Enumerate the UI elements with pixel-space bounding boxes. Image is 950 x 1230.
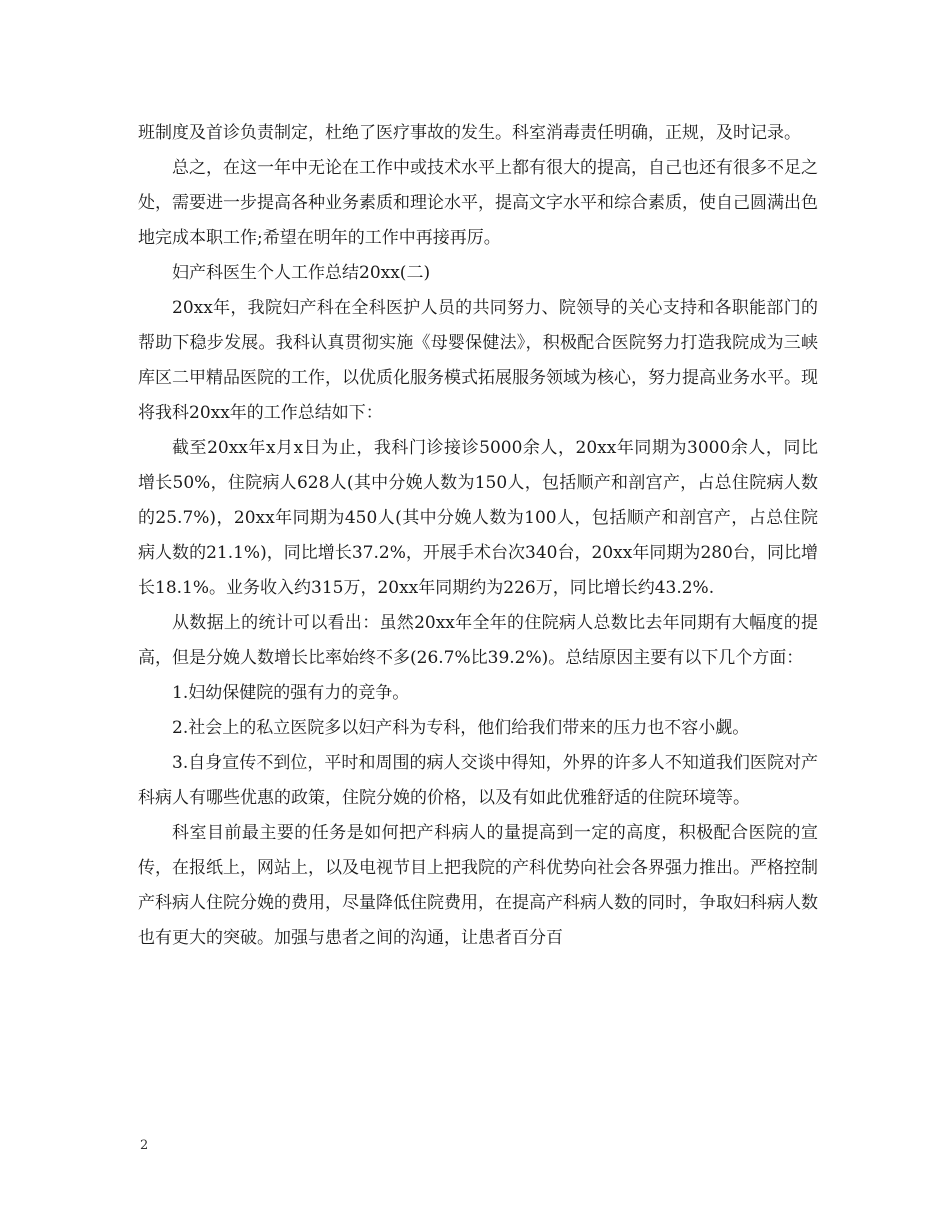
paragraph-tasks: 科室目前最主要的任务是如何把产科病人的量提高到一定的高度，积极配合医院的宣传，在报纸上，网站上，以及电视节目上把我院的产科优势向社会各界强力推出。严格控制产科病人住院分娩的费用，尽量降低住院费用，在提高产科病人数的同时，争取妇科病人数也有更大的突破。加强与患者之间的沟通，让患者百分百 xyxy=(138,823,818,948)
list-item-2: 2.社会上的私立医院多以妇产科为专科，他们给我们带来的压力也不容小觑。 xyxy=(172,718,750,738)
paragraph-intro: 20xx年，我院妇产科在全科医护人员的共同努力、院领导的关心支持和各职能部门的帮助下稳步发展。我科认真贯彻实施《母婴保健法》，积极配合医院努力打造我院成为三峡库区二甲精品医院的工作，以优质化服务模式拓展服务领域为核心，努力提高业务水平。现将我科20xx年的工作总结如下： xyxy=(138,298,818,423)
list-item-3: 3.自身宣传不到位，平时和周围的病人交谈中得知，外界的许多人不知道我们医院对产科病人有哪些优惠的政策，住院分娩的价格，以及有如此优雅舒适的住院环境等。 xyxy=(138,753,818,808)
paragraph-statistics: 截至20xx年x月x日为止，我科门诊接诊5000余人，20xx年同期为3000余人，同比增长50%，住院病人628人(其中分娩人数为150人，包括顺产和剖宫产，占总住院病人数的25.7%)，20xx年同期为450人(其中分娩人数为100人，包括顺产和剖宫产，占总住院病人数的21.1%)，同比增长37.2%，开展手术台次340台，20xx年同期为280台，同比增长18.1%。业务收入约315万，20xx年同期约为226万，同比增长约43.2%. xyxy=(138,438,818,598)
document-body xyxy=(138,116,818,956)
section-title: 妇产科医生个人工作总结20xx(二) xyxy=(172,263,431,283)
paragraph-summary: 总之，在这一年中无论在工作中或技术水平上都有很大的提高，自己也还有很多不足之处，需要进一步提高各种业务素质和理论水平，提高文字水平和综合素质，使自己圆满出色地完成本职工作;希望在明年的工作中再接再厉。 xyxy=(138,158,818,248)
paragraph-analysis: 从数据上的统计可以看出：虽然20xx年全年的住院病人总数比去年同期有大幅度的提高，但是分娩人数增长比率始终不多(26.7%比39.2%)。总结原因主要有以下几个方面： xyxy=(138,613,818,668)
list-item-1: 1.妇幼保健院的强有力的竞争。 xyxy=(172,683,410,703)
paragraph-continued: 班制度及首诊负责制定，杜绝了医疗事故的发生。科室消毒责任明确，正规，及时记录。 xyxy=(138,123,801,143)
page-number: 2 xyxy=(140,1138,149,1153)
